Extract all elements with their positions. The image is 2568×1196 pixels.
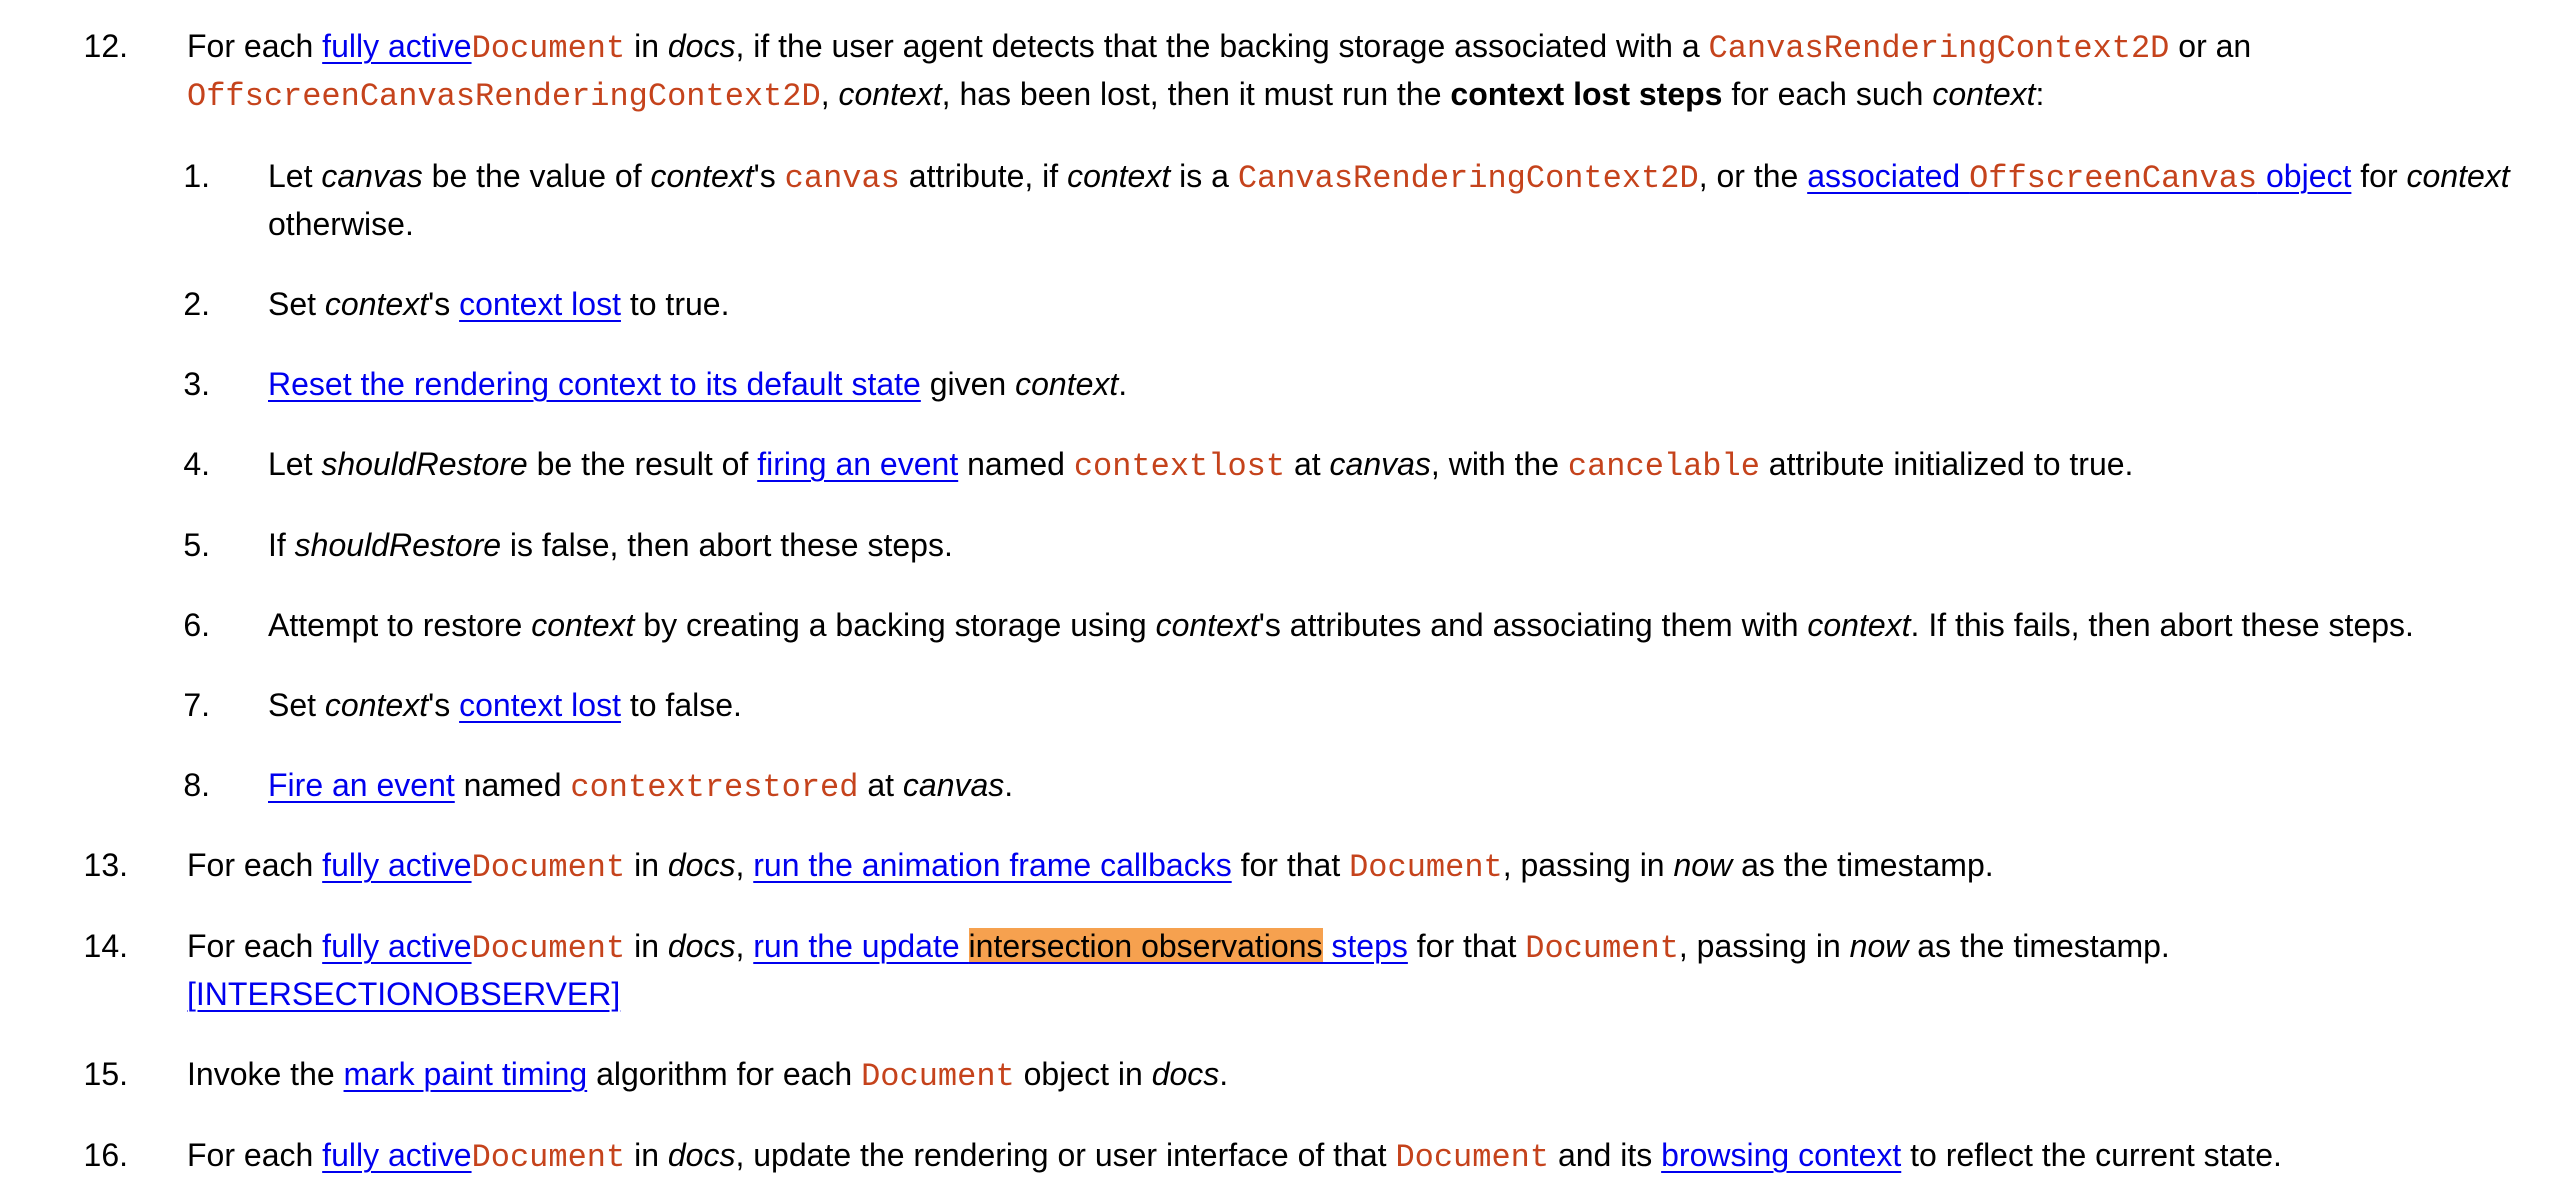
list-number-12: 12.	[83, 28, 128, 64]
link-context-lost[interactable]: context lost	[459, 286, 621, 322]
link-mark-paint-timing[interactable]: mark paint timing	[343, 1056, 588, 1092]
list-number-sub-7: 7.	[183, 687, 210, 723]
text: in	[625, 1137, 668, 1173]
text: , passing in	[1678, 928, 1850, 964]
text: for that	[1407, 928, 1526, 964]
link-text: steps	[1322, 928, 1408, 964]
list-item-13	[187, 841, 1994, 892]
text: Set	[268, 286, 325, 322]
text: For each	[187, 928, 323, 964]
link-text: object	[2257, 158, 2352, 194]
text: be the value of	[422, 158, 651, 194]
text: attribute initialized to true.	[1759, 446, 2134, 482]
text: , with the	[1430, 446, 1568, 482]
var-should-restore: shouldRestore	[294, 527, 502, 563]
text: , or the	[1698, 158, 1808, 194]
var-context: context	[324, 687, 429, 723]
list-number-sub-3: 3.	[183, 366, 210, 402]
link-firing-an-event[interactable]: firing an event	[757, 446, 959, 482]
code-offscreen-crc2d: OffscreenCanvasRenderingContext2D	[187, 78, 821, 115]
link-fully-active[interactable]: fully active	[322, 28, 472, 64]
list-item-12-line-2	[187, 70, 2044, 121]
text: Let	[268, 446, 322, 482]
text: or an	[2169, 28, 2252, 64]
text: named	[454, 767, 571, 803]
code-contextrestored: contextrestored	[570, 769, 859, 806]
text: :	[2035, 76, 2045, 112]
text: for each such	[1722, 76, 1933, 112]
text: . If this fails, then abort these steps.	[1910, 607, 2414, 643]
text: For each	[187, 1137, 323, 1173]
var-docs: docs	[667, 1137, 736, 1173]
link-context-lost[interactable]: context lost	[459, 687, 621, 723]
var-canvas: canvas	[321, 158, 423, 194]
var-context: context	[1932, 76, 2036, 112]
text: be the result of	[527, 446, 758, 482]
text: 's	[428, 286, 460, 322]
text: ,	[735, 928, 754, 964]
text: to true.	[620, 286, 730, 322]
text: , if the user agent detects that the backing storage associated with a	[735, 28, 1709, 64]
text: For each	[187, 28, 323, 64]
list-number-sub-2: 2.	[183, 286, 210, 322]
term-context-lost-steps: context lost steps	[1450, 76, 1723, 112]
link-fully-active[interactable]: fully active	[322, 1137, 472, 1173]
var-context: context	[324, 286, 429, 322]
text: .	[1118, 366, 1128, 402]
text: , has been lost, then it must run the	[941, 76, 1451, 112]
link-text: associated	[1807, 158, 1970, 194]
sub-item-3	[268, 360, 1127, 408]
code-cancelable: cancelable	[1567, 448, 1760, 485]
link-browsing-context[interactable]: browsing context	[1661, 1137, 1902, 1173]
sub-item-1-line-2	[268, 200, 414, 248]
text: 's	[753, 158, 785, 194]
text: .	[1219, 1056, 1229, 1092]
var-docs: docs	[667, 28, 736, 64]
var-context: context	[650, 158, 754, 194]
list-number-sub-5: 5.	[183, 527, 210, 563]
code-document: Document	[1525, 930, 1679, 967]
list-item-14-line-1	[187, 922, 2170, 973]
text: as the timestamp.	[1908, 928, 2170, 964]
list-number-sub-1: 1.	[183, 158, 210, 194]
sub-item-4	[268, 440, 2133, 491]
link-fully-active[interactable]: fully active	[322, 928, 472, 964]
text: given	[920, 366, 1016, 402]
text: in	[625, 847, 668, 883]
code-document: Document	[471, 1139, 626, 1176]
code-contextlost: contextlost	[1073, 448, 1286, 485]
link-run-animation-frame-callbacks[interactable]: run the animation frame callbacks	[753, 847, 1232, 883]
text: to false.	[620, 687, 742, 723]
text: Invoke the	[187, 1056, 344, 1092]
text: in	[625, 928, 668, 964]
text: , update the rendering or user interface of that	[735, 1137, 1396, 1173]
text: otherwise.	[268, 206, 414, 242]
text: for	[2351, 158, 2407, 194]
code-document: Document	[861, 1058, 1015, 1095]
code-document: Document	[471, 30, 626, 67]
var-docs: docs	[1151, 1056, 1220, 1092]
text: ,	[820, 76, 839, 112]
text: Let	[268, 158, 322, 194]
var-now: now	[1673, 847, 1733, 883]
text: in	[625, 28, 668, 64]
code-canvas: canvas	[784, 160, 900, 197]
link-run-update-intersection-observations-steps[interactable]	[753, 928, 1408, 964]
var-context: context	[2406, 158, 2510, 194]
text: by creating a backing storage using	[634, 607, 1156, 643]
text: ,	[735, 847, 754, 883]
sub-item-6	[268, 601, 2414, 649]
list-item-14-line-2	[187, 970, 620, 1018]
var-context: context	[1015, 366, 1119, 402]
code-crc2d: CanvasRenderingContext2D	[1708, 30, 2170, 67]
text: is a	[1170, 158, 1238, 194]
text: attribute, if	[899, 158, 1068, 194]
text: , passing in	[1502, 847, 1674, 883]
list-number-sub-6: 6.	[183, 607, 210, 643]
search-highlight: intersection observations	[968, 928, 1323, 964]
link-text: run the update	[753, 928, 969, 964]
list-number-16: 16.	[83, 1137, 128, 1173]
var-canvas: canvas	[902, 767, 1005, 803]
text: If	[268, 527, 295, 563]
text: 's attributes and associating them with	[1258, 607, 1808, 643]
link-ref-intersectionobserver[interactable]: [INTERSECTIONOBSERVER]	[187, 976, 621, 1012]
sub-item-8	[268, 761, 1013, 812]
code-document: Document	[471, 849, 626, 886]
var-context: context	[531, 607, 635, 643]
sub-item-5	[268, 521, 953, 569]
var-now: now	[1849, 928, 1909, 964]
sub-item-2	[268, 280, 729, 328]
text: For each	[187, 847, 323, 883]
var-context: context	[1067, 158, 1171, 194]
text: and its	[1549, 1137, 1662, 1173]
link-reset-rendering-context[interactable]: Reset the rendering context to its default state	[268, 366, 921, 402]
list-number-15: 15.	[83, 1056, 128, 1092]
text: as the timestamp.	[1732, 847, 1994, 883]
var-context: context	[1155, 607, 1259, 643]
var-docs: docs	[667, 928, 736, 964]
code-document: Document	[1395, 1139, 1550, 1176]
code-crc2d: CanvasRenderingContext2D	[1237, 160, 1699, 197]
text: Attempt to restore	[268, 607, 532, 643]
list-item-15	[187, 1050, 1228, 1101]
code-document: Document	[471, 930, 626, 967]
var-docs: docs	[667, 847, 736, 883]
text: object in	[1014, 1056, 1152, 1092]
list-number-sub-8: 8.	[183, 767, 210, 803]
text: algorithm for each	[587, 1056, 862, 1092]
text: is false, then abort these steps.	[501, 527, 953, 563]
text: at	[858, 767, 903, 803]
var-canvas: canvas	[1329, 446, 1431, 482]
text: to reflect the current state.	[1901, 1137, 2282, 1173]
code-offscreencanvas: OffscreenCanvas	[1969, 160, 2258, 197]
sub-item-1-line-1	[268, 152, 2510, 203]
text: .	[1004, 767, 1014, 803]
var-context: context	[1807, 607, 1911, 643]
link-associated-offscreencanvas-object[interactable]	[1807, 158, 2352, 197]
text: at	[1285, 446, 1330, 482]
list-number-13: 13.	[83, 847, 128, 883]
list-item-16	[187, 1131, 2282, 1182]
link-fully-active[interactable]: fully active	[322, 847, 472, 883]
text: Set	[268, 687, 325, 723]
code-document: Document	[1349, 849, 1503, 886]
text: for that	[1231, 847, 1350, 883]
link-fire-an-event[interactable]: Fire an event	[268, 767, 455, 803]
sub-item-7	[268, 681, 742, 729]
list-item-12-line-1	[187, 22, 2251, 73]
var-context: context	[838, 76, 942, 112]
list-number-sub-4: 4.	[183, 446, 210, 482]
text: named	[958, 446, 1074, 482]
var-should-restore: shouldRestore	[321, 446, 528, 482]
text: 's	[428, 687, 460, 723]
list-number-14: 14.	[83, 928, 128, 964]
